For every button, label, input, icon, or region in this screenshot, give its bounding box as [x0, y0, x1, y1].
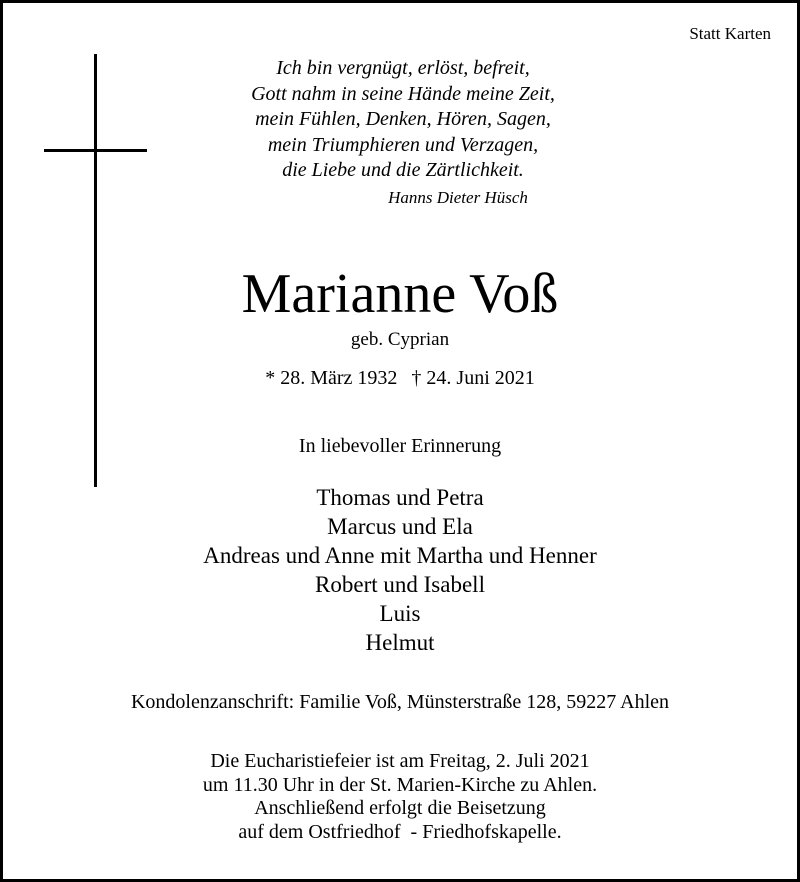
death-date: † 24. Juni 2021: [411, 367, 535, 389]
family-member: Robert und Isabell: [315, 572, 485, 597]
memory-text: In liebevoller Erinnerung: [298, 435, 502, 457]
poem-line: die Liebe und die Zärtlichkeit.: [282, 159, 524, 181]
poem: [183, 56, 623, 184]
service-line: um 11.30 Uhr in der St. Marien-Kirche zu Ahlen.: [202, 773, 598, 796]
birth-date: * 28. März 1932: [265, 367, 398, 389]
poem-author: Hanns Dieter Hüsch: [388, 188, 528, 207]
family-member: Helmut: [365, 630, 435, 655]
poem-line: Gott nahm in seine Hände meine Zeit,: [251, 82, 555, 105]
family-member: Luis: [379, 601, 421, 626]
service-line: Anschließend erfolgt die Beisetzung: [254, 797, 546, 819]
poem-line: Ich bin vergnügt, erlöst, befreit,: [276, 57, 530, 79]
poem-line: mein Fühlen, Denken, Hören, Sagen,: [255, 108, 551, 130]
service-line: auf dem Ostfriedhof - Friedhofskapelle.: [238, 820, 562, 843]
statt-karten-label: Statt Karten: [689, 24, 771, 43]
condolence-address: Kondolenzanschrift: Familie Voß, Münsterstraße 128, 59227 Ahlen: [130, 691, 670, 713]
deceased-name: Marianne Voß: [241, 263, 559, 325]
life-dates: [3, 367, 797, 390]
service-line: Die Eucharistiefeier ist am Freitag, 2. Juli 2021: [210, 750, 590, 772]
birth-name: geb. Cyprian: [350, 329, 450, 350]
family-list: [3, 483, 797, 657]
family-member: Marcus und Ela: [327, 514, 473, 539]
family-member: Thomas und Petra: [316, 485, 484, 510]
poem-line: mein Triumphieren und Verzagen,: [267, 133, 539, 156]
obituary-card: [3, 3, 797, 879]
cross-horizontal-bar: [44, 149, 147, 152]
family-member: Andreas und Anne mit Martha und Henner: [203, 543, 597, 568]
service-info: [3, 750, 797, 844]
